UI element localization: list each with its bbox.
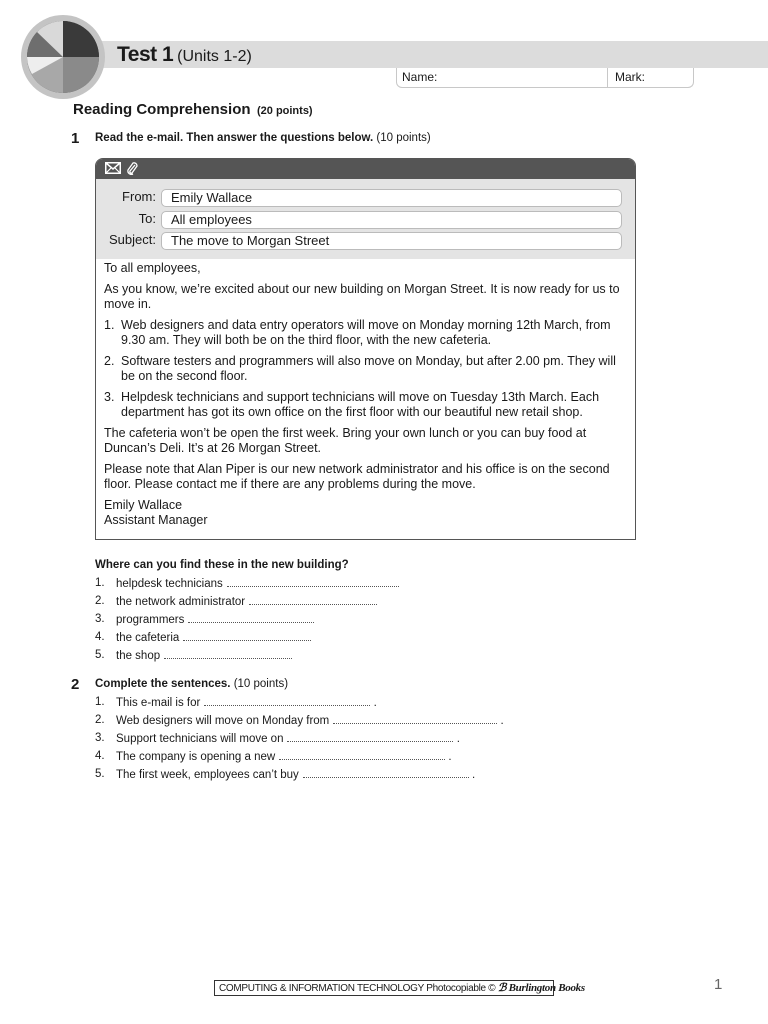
section-title [73, 101, 313, 119]
publisher-logo: ℬ Burlington Books [497, 982, 585, 994]
answer-blank[interactable] [249, 595, 377, 605]
answer-blank[interactable] [279, 750, 445, 760]
footer-text: COMPUTING & INFORMATION TECHNOLOGY Photocopiable © [219, 983, 496, 994]
paperclip-icon [126, 162, 138, 175]
signature-name: Emily Wallace [104, 498, 183, 512]
question-1-points: (10 points) [376, 132, 431, 144]
from-label: From: [122, 189, 156, 204]
name-label[interactable]: Name: [402, 70, 438, 84]
question-2-instruction [95, 678, 288, 690]
answer-blank[interactable] [303, 768, 469, 778]
email-header [96, 179, 635, 259]
answer-blank[interactable] [333, 714, 497, 724]
email-signature [104, 498, 628, 528]
to-field[interactable]: All employees [161, 211, 622, 229]
footer-copyright [214, 980, 585, 996]
mark-label[interactable]: Mark: [615, 70, 645, 84]
question-2-number: 2 [71, 676, 80, 693]
email-list-item: 3. Helpdesk technicians and support technicians will move on Tuesday 13th March. Each department has got its own office on the first floor with our beautiful new retail shop. [104, 390, 600, 419]
question-1-text: Read the e-mail. Then answer the questions below. [95, 132, 374, 144]
logo-icon [20, 14, 106, 100]
units-label: (Units 1-2) [177, 48, 252, 65]
answer-blank[interactable] [164, 649, 292, 659]
question-2-text: Complete the sentences. [95, 678, 231, 690]
email-admin-paragraph: Please note that Alan Piper is our new network administrator and his office is on the second floor. Please contact me if there are any problems during the move. [104, 462, 610, 491]
q1-sub-prompt: Where can you find these in the new building? [95, 559, 349, 571]
email-greeting: To all employees, [104, 261, 201, 275]
answer-blank[interactable] [183, 631, 311, 641]
answer-blank[interactable] [287, 732, 453, 742]
envelope-icon [105, 162, 121, 174]
signature-title: Assistant Manager [104, 513, 208, 527]
answer-blank[interactable] [188, 613, 314, 623]
to-label: To: [138, 211, 156, 226]
question-2-points: (10 points) [233, 678, 289, 690]
subject-field[interactable]: The move to Morgan Street [161, 232, 622, 250]
email-list [104, 318, 628, 420]
section-points: (20 points) [256, 105, 313, 117]
subject-label: Subject: [109, 232, 156, 247]
test-title: Test 1 [117, 43, 174, 66]
email-list-item: 1. Web designers and data entry operators will move on Monday morning 12th March, from 9.30 am. They will both be on the third floor, with the new cafeteria. [104, 318, 611, 347]
email-intro: As you know, we’re excited about our new building on Morgan Street. It is now ready for us to move in. [104, 282, 620, 311]
answer-blank[interactable] [227, 577, 399, 587]
answer-blank[interactable] [204, 696, 370, 706]
page-number: 1 [714, 976, 723, 993]
email-cafeteria-paragraph: The cafeteria won’t be open the first week. Bring your own lunch or you can buy food at Duncan’s Deli. It’s at 26 Morgan Street. [104, 426, 587, 455]
from-field[interactable]: Emily Wallace [161, 189, 622, 207]
section-title-text: Reading Comprehension [73, 101, 251, 118]
name-mark-divider [607, 68, 608, 87]
email-list-item: 2. Software testers and programmers will also move on Monday, but after 2.00 pm. They will be on the second floor. [104, 354, 616, 383]
page-title [117, 43, 252, 67]
question-1-instruction [95, 132, 431, 144]
name-mark-box [396, 68, 694, 88]
email-toolbar [96, 159, 635, 179]
email-body [104, 261, 628, 528]
email-box [95, 158, 636, 540]
question-1-number: 1 [71, 130, 80, 147]
